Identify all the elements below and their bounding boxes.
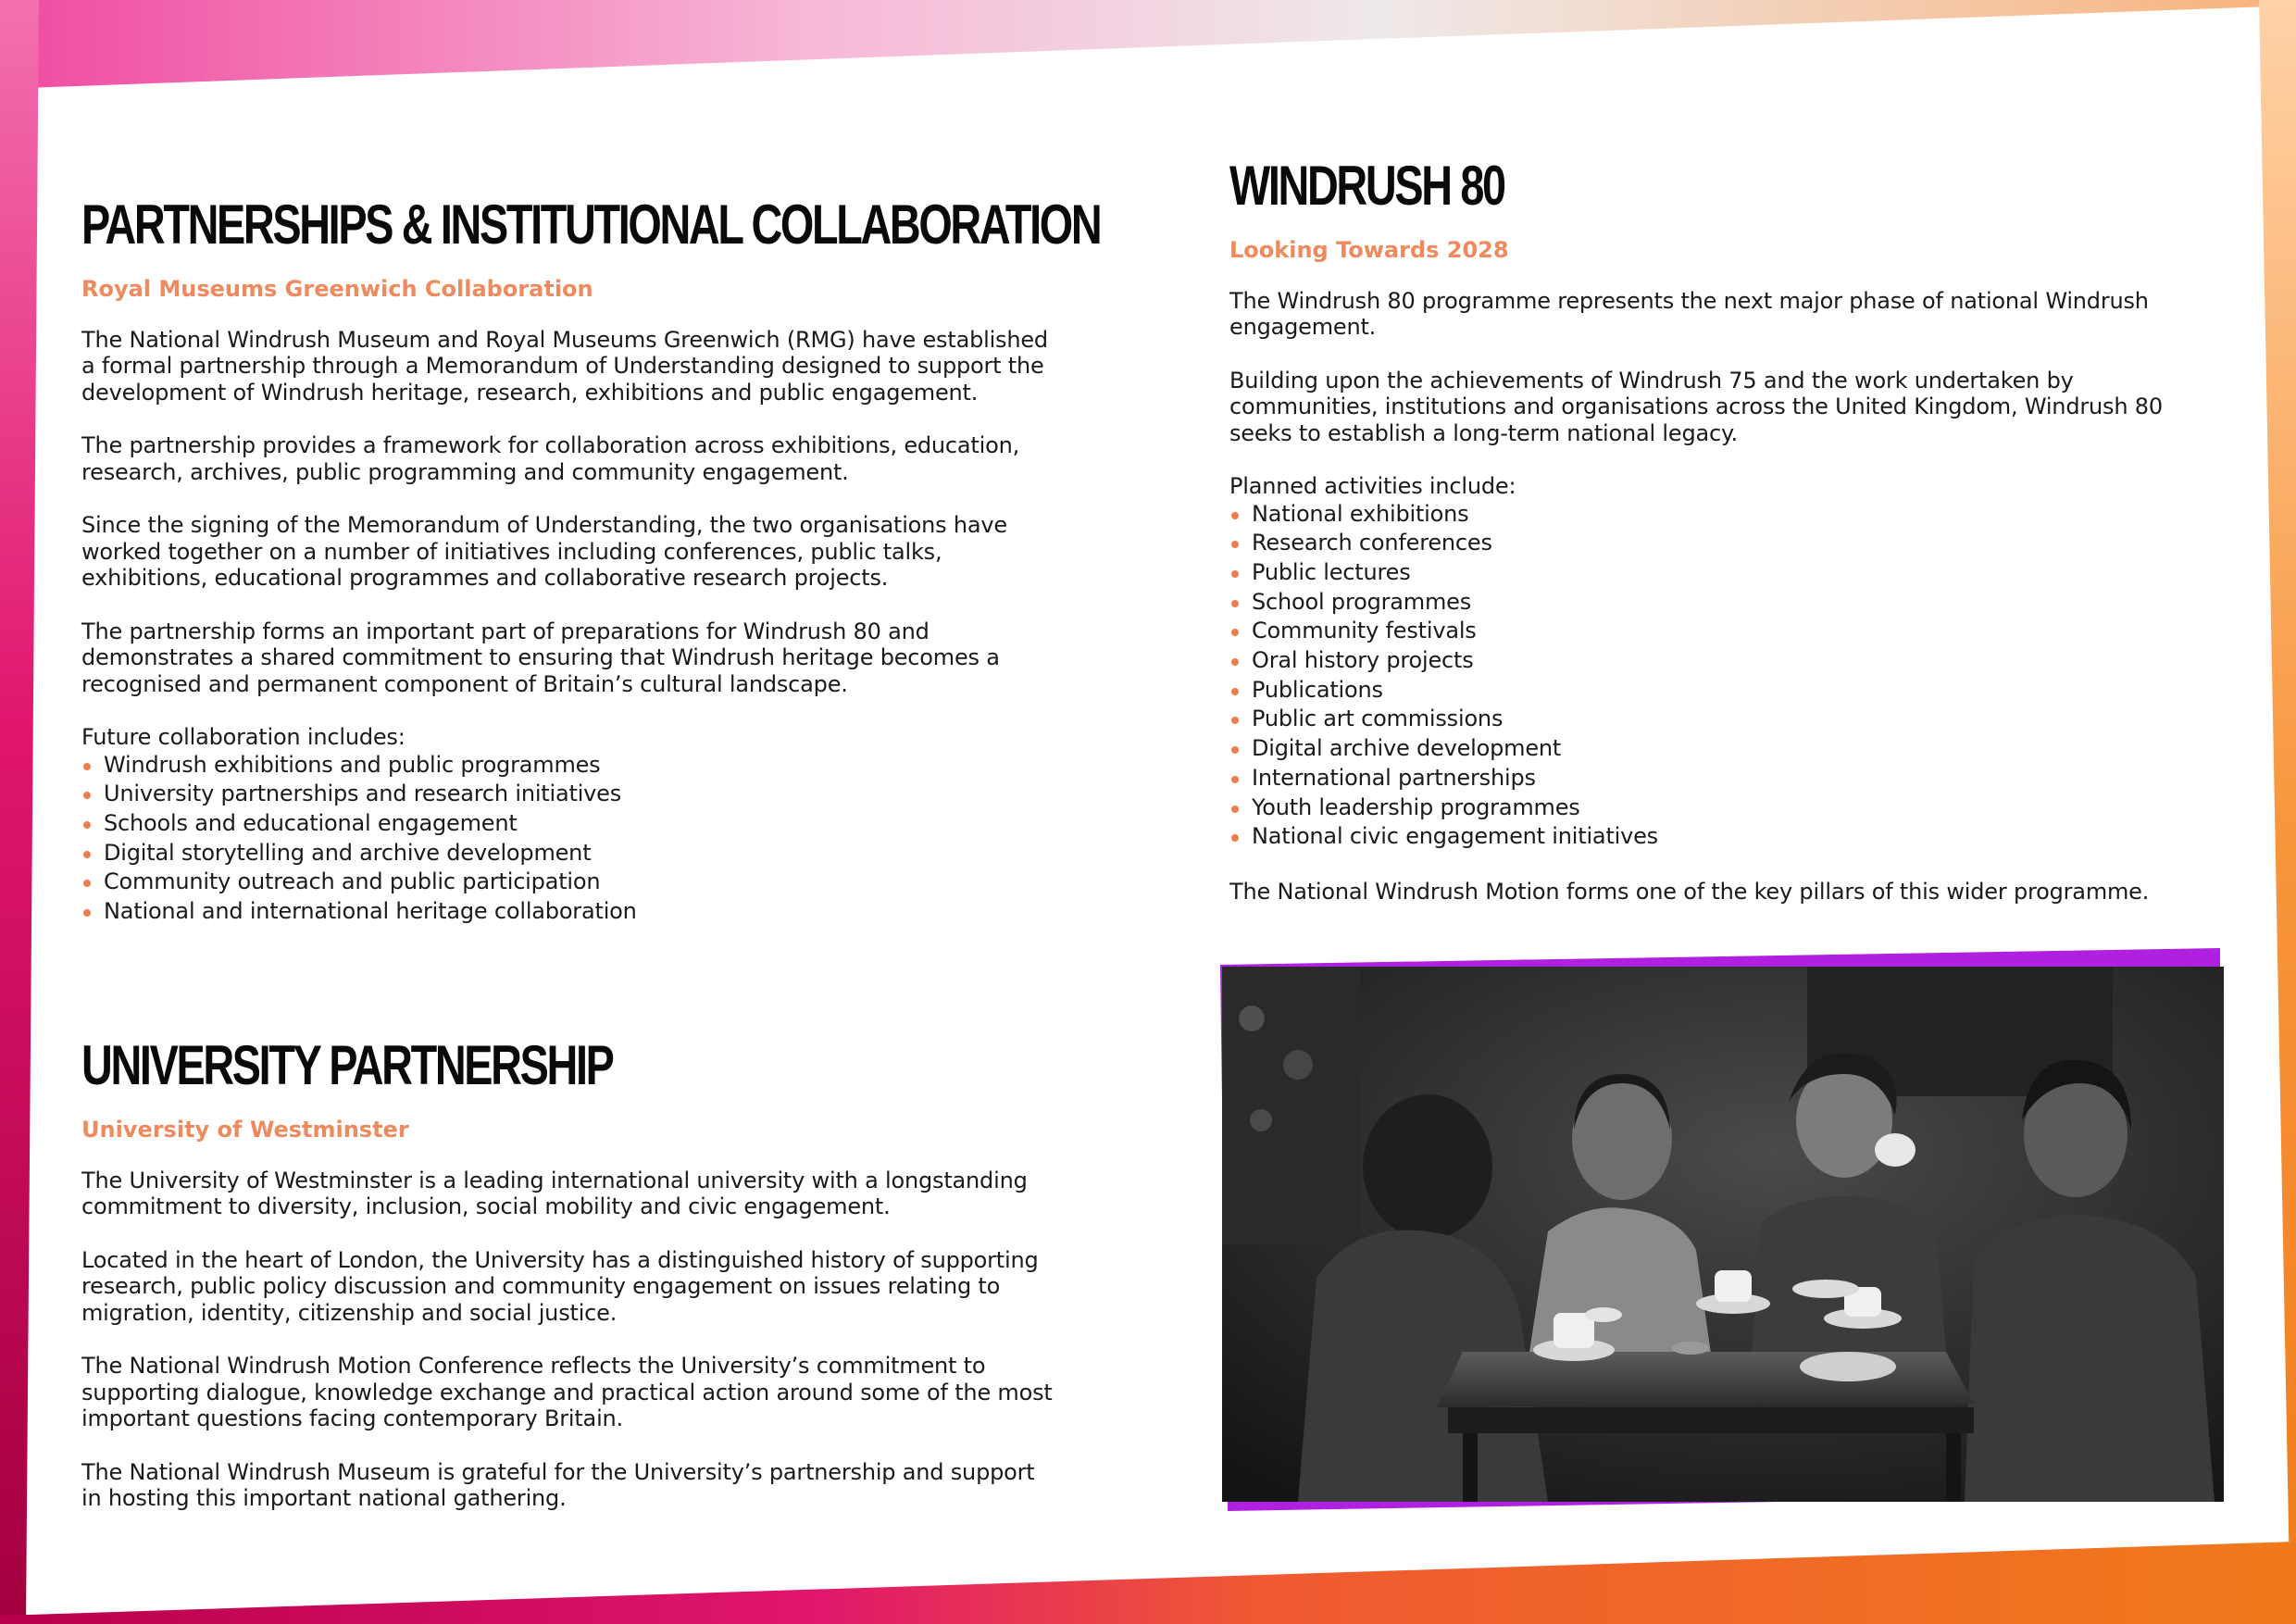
paragraph: Building upon the achievements of Windrush 75 and the work undertaken by communities, institutions and organisations across the United Kingdom, Windrush 80 seeks to establish a long-term national legacy. [1229, 367, 2163, 446]
list-item: Research conferences [1229, 529, 2211, 558]
section-subtitle-rmg: Royal Museums Greenwich Collaboration [81, 276, 593, 302]
list-item: University partnerships and research initiatives [81, 780, 1054, 809]
paragraph: The partnership forms an important part of preparations for Windrush 80 and demonstrates a shared commitment to ensuring that Windrush heritage becomes a recognised and permanent component of Britain’s cultural landscape. [81, 618, 1000, 697]
list-item: Publications [1229, 676, 2211, 706]
paragraph: The National Windrush Museum and Royal Museums Greenwich (RMG) have established a formal partnership through a Memorandum of Understanding designed to support the development of Windrush heritage, research, exhibitions and public engagement. [81, 326, 1048, 406]
list-intro: Planned activities include: [1229, 473, 1516, 499]
windrush80-section [1229, 156, 2211, 931]
paragraph: The National Windrush Museum is grateful for the University’s partnership and support in hosting this important national gathering. [81, 1458, 1035, 1511]
list-item: Oral history projects [1229, 646, 2211, 676]
list-item: Community festivals [1229, 617, 2211, 646]
list-item: School programmes [1229, 588, 2211, 618]
future-collaboration-list [81, 751, 1054, 927]
list-item: Community outreach and public participation [81, 868, 1054, 897]
section-title-university: UNIVERSITY PARTNERSHIP [81, 1034, 613, 1096]
list-item: International partnerships [1229, 764, 2211, 793]
list-item: Digital storytelling and archive development [81, 839, 1054, 868]
planned-activities-list [1229, 500, 2211, 852]
list-item: Digital archive development [1229, 734, 2211, 764]
paragraph: Since the signing of the Memorandum of Understanding, the two organisations have worked together on a number of initiatives including conferences, public talks, exhibitions, educational programmes and collaborative research projects. [81, 512, 1007, 591]
list-item: National civic engagement initiatives [1229, 822, 2211, 852]
section-title-partnerships: PARTNERSHIPS & INSTITUTIONAL COLLABORATION [81, 194, 1101, 256]
paragraph: The partnership provides a framework for collaboration across exhibitions, education, research, archives, public programming and community engagement. [81, 432, 1020, 485]
list-item: Public lectures [1229, 558, 2211, 588]
section-subtitle-westminster: University of Westminster [81, 1117, 409, 1143]
list-item: Windrush exhibitions and public programmes [81, 751, 1054, 781]
university-section [81, 1035, 1054, 1539]
paragraph: Located in the heart of London, the University has a distinguished history of supporting research, public policy discussion and community engagement on issues relating to migration, identity, citizenship and social justice. [81, 1246, 1039, 1326]
paragraph-closing: The National Windrush Motion forms one of the key pillars of this wider programme. [1229, 878, 2150, 905]
photo-icon [1215, 944, 2233, 1511]
list-item: Youth leadership programmes [1229, 793, 2211, 823]
archival-photo [1215, 944, 2233, 1511]
list-item: National exhibitions [1229, 500, 2211, 530]
list-item: Public art commissions [1229, 705, 2211, 734]
partnerships-section [81, 194, 1101, 954]
list-intro: Future collaboration includes: [81, 724, 406, 750]
paragraph: The University of Westminster is a leading international university with a longstanding commitment to diversity, inclusion, social mobility and civic engagement. [81, 1167, 1028, 1219]
paragraph: The National Windrush Motion Conference reflects the University’s commitment to supporting dialogue, knowledge exchange and practical action around some of the most important questions facing contemporary Britain. [81, 1353, 1053, 1431]
section-subtitle-2028: Looking Towards 2028 [1229, 237, 1509, 263]
list-item: National and international heritage collaboration [81, 897, 1054, 927]
paragraph: The Windrush 80 programme represents the next major phase of national Windrush engagement. [1229, 287, 2149, 340]
list-item: Schools and educational engagement [81, 809, 1054, 839]
section-title-windrush80: WINDRUSH 80 [1229, 155, 1504, 217]
